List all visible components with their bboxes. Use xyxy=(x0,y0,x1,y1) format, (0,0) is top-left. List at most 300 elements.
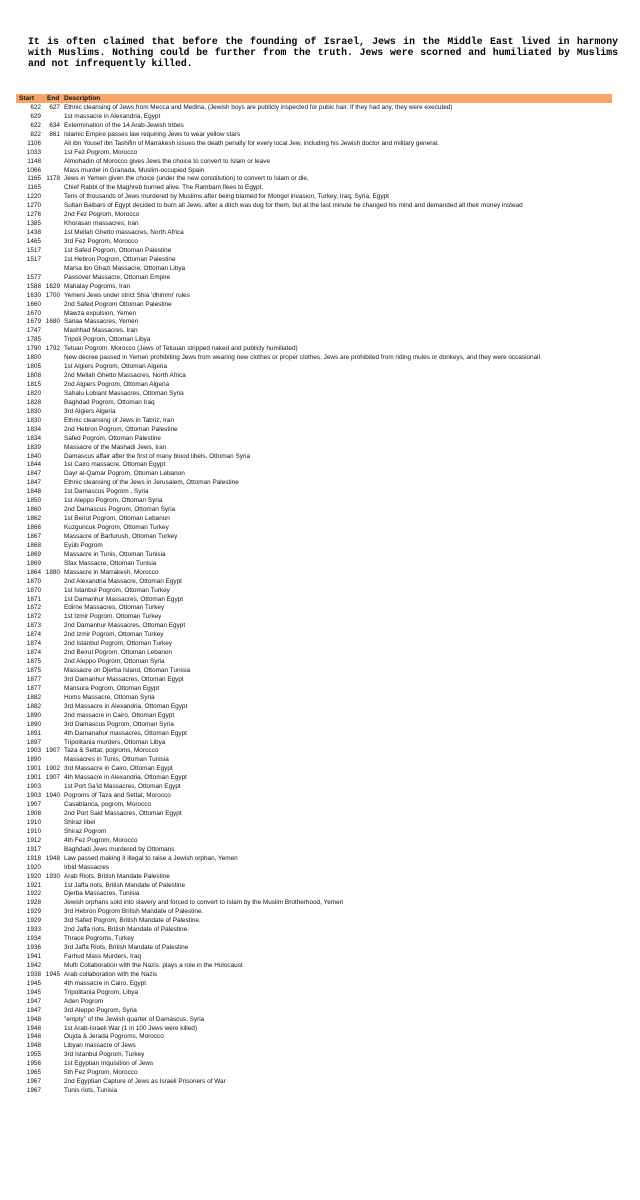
table-row xyxy=(16,300,612,309)
row-end: 1902 xyxy=(45,765,60,773)
table-row xyxy=(16,273,612,282)
row-description: Almohadin of Morocco gives Jews the choice to convert to Islam or leave xyxy=(64,157,271,165)
row-start: 1918 xyxy=(26,854,41,862)
row-end: 1907 xyxy=(45,774,60,782)
table-row xyxy=(16,970,612,979)
row-start: 1928 xyxy=(26,899,41,907)
row-description: 3rd Hebron Pogrom British Mandate of Palestine. xyxy=(64,908,204,916)
row-description: 2nd Beirut Pogrom, Ottoman Lebanon xyxy=(64,649,172,657)
table-row xyxy=(16,934,612,943)
row-start: 1947 xyxy=(26,997,41,1005)
table-row xyxy=(16,881,612,890)
row-start: 1901 xyxy=(26,774,41,782)
row-start: 1844 xyxy=(26,461,41,469)
row-start: 1910 xyxy=(26,827,41,835)
row-start: 1839 xyxy=(26,443,41,451)
header-description: Description xyxy=(64,95,101,102)
row-description: Baghdadi Jews murdered by Ottomans xyxy=(64,845,175,853)
table-row xyxy=(16,559,612,568)
table-row xyxy=(16,854,612,863)
table-row xyxy=(16,514,612,523)
row-start: 1875 xyxy=(26,667,41,675)
row-start: 1828 xyxy=(26,398,41,406)
row-description: 1st Jaffa riots, British Mandate of Palestine xyxy=(64,881,186,889)
row-start: 1805 xyxy=(26,363,41,371)
table-row xyxy=(16,809,612,818)
row-description: Yemeni Jews under strict Shia 'dhimmi' rules xyxy=(64,291,190,299)
row-start: 1882 xyxy=(26,702,41,710)
row-description: Sultan Baibars of Egypt decided to burn all Jews, after a ditch was dug for them, but at the last minute he changed his mind and demanded all their money instead xyxy=(64,202,523,210)
table-row xyxy=(16,192,612,201)
row-description: Khorasan massacres, Iran xyxy=(64,220,139,228)
table-row xyxy=(16,988,612,997)
table-row xyxy=(16,550,612,559)
table-row xyxy=(16,1006,612,1015)
table-row xyxy=(16,148,612,157)
table-row xyxy=(16,264,612,273)
row-description: 2nd massacre in Cairo, Ottoman Egypt xyxy=(64,711,175,719)
table-row xyxy=(16,443,612,452)
row-description: Shiraz libel xyxy=(64,818,96,826)
table-row xyxy=(16,729,612,738)
row-start: 1866 xyxy=(26,524,41,532)
table-row xyxy=(16,693,612,702)
row-description: 1st Algiers Pogrom, Ottoman Algeria xyxy=(64,363,168,371)
row-start: 1276 xyxy=(26,211,41,219)
table-row xyxy=(16,291,612,300)
row-start: 1862 xyxy=(26,515,41,523)
row-end: 1792 xyxy=(45,345,60,353)
row-start: 1903 xyxy=(26,783,41,791)
row-start: 1872 xyxy=(26,613,41,621)
row-start: 1901 xyxy=(26,765,41,773)
table-row xyxy=(16,782,612,791)
table-row xyxy=(16,452,612,461)
row-start: 1868 xyxy=(26,541,41,549)
row-start: 1847 xyxy=(26,470,41,478)
table-row xyxy=(16,577,612,586)
table-row xyxy=(16,890,612,899)
row-description: 3rd Damascus Pogrom, Ottoman Syria xyxy=(64,720,174,728)
row-start: 1834 xyxy=(26,434,41,442)
row-description: Eyüb Pogrom xyxy=(64,541,103,549)
row-start: 1903 xyxy=(26,747,41,755)
row-description: 1st Damascus Pogrom , Syria xyxy=(64,488,149,496)
row-start: 1890 xyxy=(26,756,41,764)
row-description: Tunis riots, Tunisia xyxy=(64,1087,118,1095)
row-description: Farhud Mass Murders, Iraq xyxy=(64,953,142,961)
pogrom-table xyxy=(16,94,612,1095)
row-start: 1948 xyxy=(26,1015,41,1023)
row-end: 1945 xyxy=(45,970,60,978)
row-description: Tripoli Pogrom, Ottoman Libya xyxy=(64,336,151,344)
table-row xyxy=(16,103,612,112)
row-description: Irbid Massacres xyxy=(64,863,110,871)
table-row xyxy=(16,380,612,389)
row-end: 1907 xyxy=(45,747,60,755)
table-row xyxy=(16,586,612,595)
row-description: Sfax Massacre, Ottoman Tunisia xyxy=(64,559,157,567)
table-row xyxy=(16,487,612,496)
row-description: Damascus affair after the first of many blood libels, Ottoman Syria xyxy=(64,452,250,460)
row-description: 3rd Jaffa Riots, British Mandate of Palestine xyxy=(64,944,189,952)
row-description: Tripolitania murders, Ottoman Libya xyxy=(64,738,166,746)
row-description: Aden Pogrom xyxy=(64,997,104,1005)
table-row xyxy=(16,201,612,210)
row-start: 1934 xyxy=(26,935,41,943)
table-row xyxy=(16,863,612,872)
table-row xyxy=(16,943,612,952)
row-start: 1630 xyxy=(26,291,41,299)
row-start: 1903 xyxy=(26,792,41,800)
row-description: Ali ibn Yousef ibn Tashifin of Marrakesh issues the death penalty for every local Jew, including his Jewish doctor and military general. xyxy=(64,139,440,147)
row-description: Tripolitania Pogrom, Libya xyxy=(64,988,139,996)
row-description: 2nd Port Said Massacres, Ottoman Egypt xyxy=(64,810,182,818)
row-start: 1910 xyxy=(26,818,41,826)
row-start: 1820 xyxy=(26,389,41,397)
table-row xyxy=(16,755,612,764)
row-start: 1867 xyxy=(26,532,41,540)
row-start: 1577 xyxy=(26,273,41,281)
row-description: 3rd Massacre in Cairo, Ottoman Egypt xyxy=(64,765,173,773)
table-row xyxy=(16,318,612,327)
row-start: 1941 xyxy=(26,953,41,961)
row-start: 1220 xyxy=(26,193,41,201)
row-description: Mahalay Pogroms, Iran xyxy=(64,282,131,290)
row-description: 3rd Algiers Algeria xyxy=(64,407,116,415)
row-start: 1956 xyxy=(26,1060,41,1068)
row-start: 1920 xyxy=(26,872,41,880)
table-row xyxy=(16,979,612,988)
row-start: 1872 xyxy=(26,604,41,612)
row-description: Passover Massacre, Ottoman Empire xyxy=(64,273,171,281)
row-description: 5th Fez Pogrom, Morocco xyxy=(64,1069,138,1077)
row-description: 1st massacre in Alexandria, Egypt xyxy=(64,112,161,120)
row-description: Mawza expulsion, Yemen xyxy=(64,309,137,317)
table-row xyxy=(16,496,612,505)
row-start: 1790 xyxy=(26,345,41,353)
table-row xyxy=(16,469,612,478)
table-row xyxy=(16,684,612,693)
row-end: 1948 xyxy=(45,854,60,862)
row-description: 2nd Damascus Pogrom, Ottoman Syria xyxy=(64,506,176,514)
row-start: 1942 xyxy=(26,961,41,969)
row-start: 1830 xyxy=(26,407,41,415)
table-row xyxy=(16,791,612,800)
row-description: Chief Rabbi of the Maghreb burned alive. The Rambam flees to Egypt. xyxy=(64,184,264,192)
row-start: 1270 xyxy=(26,202,41,210)
row-description: Jews in Yemen given the choice (under the new constitution) to convert to Islam or die, xyxy=(64,175,309,183)
row-description: 1st Izmir Pogrom, Ottoman Turkey xyxy=(64,613,162,621)
row-description: 1st Cairo massacre, Ottoman Egypt xyxy=(64,461,166,469)
table-row xyxy=(16,747,612,756)
row-start: 1165 xyxy=(27,184,41,192)
row-start: 1834 xyxy=(26,425,41,433)
row-start: 1877 xyxy=(26,684,41,692)
table-row xyxy=(16,505,612,514)
table-row xyxy=(16,1024,612,1033)
row-start: 1864 xyxy=(26,568,41,576)
row-start: 1891 xyxy=(26,729,41,737)
table-row xyxy=(16,872,612,881)
row-start: 1869 xyxy=(26,550,41,558)
row-description: 1st Mellah Ghetto massacres, North Africa xyxy=(64,229,184,237)
row-description: "empty" of the Jewish quarter of Damascus, Syria xyxy=(64,1015,205,1023)
row-start: 1785 xyxy=(26,336,41,344)
table-row xyxy=(16,166,612,175)
row-description: 1st Fez Pogrom, Morocco xyxy=(64,148,138,156)
row-end: 634 xyxy=(49,121,60,129)
row-start: 1929 xyxy=(26,908,41,916)
table-row xyxy=(16,898,612,907)
row-description: 1st Safed Pogrom, Ottoman Palestine xyxy=(64,246,172,254)
table-row xyxy=(16,425,612,434)
table-row xyxy=(16,1086,612,1095)
table-row xyxy=(16,961,612,970)
row-description: 2nd Fez Pogrom, Morocco xyxy=(64,211,140,219)
table-body xyxy=(16,103,612,1095)
row-description: Pogroms of Taza and Settat, Morocco xyxy=(64,792,171,800)
row-start: 1106 xyxy=(27,139,41,147)
row-description: Kuzguncuk Pogrom, Ottoman Turkey xyxy=(64,524,169,532)
row-start: 1808 xyxy=(26,372,41,380)
row-description: Safed Pogrom, Ottoman Palestine xyxy=(64,434,161,442)
row-description: 2nd Istanbul Pogrom, Ottoman Turkey xyxy=(64,640,172,648)
row-start: 1870 xyxy=(26,577,41,585)
row-description: Massacre of the Mashadi Jews, Iran xyxy=(64,443,167,451)
row-start: 1948 xyxy=(26,1033,41,1041)
row-end: 1629 xyxy=(45,282,60,290)
row-start: 1938 xyxy=(26,970,41,978)
row-start: 1890 xyxy=(26,711,41,719)
row-description: Thrace Pogroms, Turkey xyxy=(64,935,134,943)
table-row xyxy=(16,1068,612,1077)
row-start: 1875 xyxy=(26,658,41,666)
row-description: Law passed making it illegal to raise a Jewish orphan, Yemen xyxy=(64,854,238,862)
table-row xyxy=(16,112,612,121)
row-start: 629 xyxy=(30,112,41,120)
row-description: Shiraz Pogrom xyxy=(64,827,107,835)
table-row xyxy=(16,720,612,729)
row-description: Casablanca, pogrom, Morocco xyxy=(64,801,152,809)
row-start: 1033 xyxy=(26,148,41,156)
table-row xyxy=(16,657,612,666)
table-row xyxy=(16,1059,612,1068)
table-row xyxy=(16,326,612,335)
row-start: 1870 xyxy=(26,586,41,594)
table-row xyxy=(16,997,612,1006)
row-start: 1670 xyxy=(26,309,41,317)
row-description: 1st Port Sa'id Massacres, Ottoman Egypt xyxy=(64,783,181,791)
row-description: 1st Damanhur Massacres, Ottoman Egypt xyxy=(64,595,183,603)
table-row xyxy=(16,764,612,773)
table-row xyxy=(16,621,612,630)
row-description: Dayr al-Qamar Pogrom, Ottoman Lebanon xyxy=(64,470,185,478)
row-description: Extermination of the 14 Arab-Jewish tribes xyxy=(64,121,184,129)
row-end: 1680 xyxy=(45,318,60,326)
row-start: 1847 xyxy=(26,479,41,487)
row-end: 1930 xyxy=(45,872,60,880)
table-row xyxy=(16,157,612,166)
table-row xyxy=(16,907,612,916)
table-row xyxy=(16,416,612,425)
row-description: 2nd Mellah Ghetto Massacres, North Africa xyxy=(64,372,186,380)
table-row xyxy=(16,1050,612,1059)
table-row xyxy=(16,595,612,604)
table-row xyxy=(16,568,612,577)
row-description: Islamic Empire passes law requiring Jews to wear yellow stars xyxy=(64,130,241,138)
table-row xyxy=(16,1033,612,1042)
table-row xyxy=(16,916,612,925)
header-end: End xyxy=(47,95,60,102)
row-end: 1700 xyxy=(45,291,60,299)
table-row xyxy=(16,255,612,264)
row-description: 1st Egyptian Inquisition of Jews xyxy=(64,1060,154,1068)
row-description: 3rd Aleppo Pogrom, Syria xyxy=(64,1006,137,1014)
table-row xyxy=(16,800,612,809)
row-description: Ethnic cleansing of the Jews in Jerusalem, Ottoman Palestine xyxy=(64,479,239,487)
table-row xyxy=(16,282,612,291)
intro-paragraph: It is often claimed that before the founding of Israel, Jews in the Middle East lived in harmony with Muslims. Nothing could be further from the truth. Jews were scorned and humiliated by Muslims and not infrequently killed. xyxy=(28,36,618,69)
row-description: 4th Massacre in Alexandria, Ottoman Egypt xyxy=(64,774,187,782)
row-description: 2nd Egyptian Capture of Jews as Israeli Prisoners of War xyxy=(64,1078,226,1086)
row-start: 1908 xyxy=(26,810,41,818)
row-description: Libyan massacre of Jews xyxy=(64,1042,136,1050)
row-start: 1917 xyxy=(26,845,41,853)
row-start: 1871 xyxy=(26,595,41,603)
row-start: 1869 xyxy=(26,559,41,567)
table-row xyxy=(16,666,612,675)
table-row xyxy=(16,639,612,648)
row-description: Ethnic cleansing of Jews from Mecca and Medina, (Jewish boys are publicly inspected for pubic hair. If they had any, they were executed) xyxy=(64,103,453,111)
row-description: Djerba Massacres, Tunisia xyxy=(64,890,140,898)
row-start: 1967 xyxy=(26,1078,41,1086)
row-end: 627 xyxy=(49,103,60,111)
table-row xyxy=(16,604,612,613)
table-row xyxy=(16,139,612,148)
row-start: 1921 xyxy=(26,881,41,889)
row-start: 1066 xyxy=(26,166,41,174)
row-description: Oujda & Jerada Pogroms, Morocco xyxy=(64,1033,164,1041)
table-row xyxy=(16,1041,612,1050)
table-row xyxy=(16,389,612,398)
row-description: Mansura Pogrom, Ottoman Egypt xyxy=(64,684,160,692)
table-row xyxy=(16,246,612,255)
row-description: Tetuan Pogrom. Morocco (Jews of Tetuuan stripped naked and publicly humiliated) xyxy=(64,345,298,353)
row-description: 1st Aleppo Pogrom, Ottoman Syria xyxy=(64,497,163,505)
row-description: Arab Riots, British Mandate Palestine xyxy=(64,872,170,880)
row-start: 822 xyxy=(30,130,41,138)
table-row xyxy=(16,523,612,532)
table-row xyxy=(16,478,612,487)
row-start: 1936 xyxy=(26,944,41,952)
table-row xyxy=(16,407,612,416)
table-row xyxy=(16,362,612,371)
table-header xyxy=(16,94,612,103)
row-start: 1933 xyxy=(26,926,41,934)
row-start: 1438 xyxy=(26,229,41,237)
row-start: 1965 xyxy=(26,1069,41,1077)
row-start: 1967 xyxy=(26,1087,41,1095)
row-start: 1877 xyxy=(26,675,41,683)
row-description: 2nd Safed Pogrom Ottoman Palestine xyxy=(64,300,172,308)
row-start: 1882 xyxy=(26,693,41,701)
row-description: New decree passed in Yemen prohibiting Jews from wearing new clothes or proper clothes. Jews are prohibited from riding mules or donkeys, and they were occasionall xyxy=(64,354,540,362)
table-row xyxy=(16,532,612,541)
row-start: 1929 xyxy=(26,917,41,925)
table-row xyxy=(16,773,612,782)
row-end: 861 xyxy=(49,130,60,138)
row-description: 1st Beirut Pogrom, Ottoman Lebanon xyxy=(64,515,170,523)
table-row xyxy=(16,398,612,407)
table-row xyxy=(16,121,612,130)
row-start: 1860 xyxy=(26,506,41,514)
table-row xyxy=(16,228,612,237)
table-row xyxy=(16,818,612,827)
row-description: Mashhad Massacres, Iran xyxy=(64,327,138,335)
row-description: 2nd Hebron Pogrom, Ottoman Palestine xyxy=(64,425,178,433)
row-description: 3rd Massacre in Alexandria, Ottoman Egypt xyxy=(64,702,188,710)
table-row xyxy=(16,183,612,192)
row-start: 1679 xyxy=(26,318,41,326)
row-start: 1874 xyxy=(26,649,41,657)
row-description: Massacre in Marrakesh, Morocco xyxy=(64,568,159,576)
table-row xyxy=(16,836,612,845)
table-row xyxy=(16,630,612,639)
table-row xyxy=(16,434,612,443)
table-row xyxy=(16,1015,612,1024)
row-start: 1948 xyxy=(26,1024,41,1032)
row-start: 1920 xyxy=(26,863,41,871)
row-description: Ethnic cleansing of Jews in Tabriz, Iran xyxy=(64,416,174,424)
table-row xyxy=(16,738,612,747)
row-description: 2nd Izmir Pogrom, Ottoman Turkey xyxy=(64,631,164,639)
table-row xyxy=(16,353,612,362)
row-start: 1517 xyxy=(26,246,41,254)
row-description: 4th massacre in Cairo, Egypt xyxy=(64,979,147,987)
table-row xyxy=(16,541,612,550)
row-description: 2nd Alexandria Massacre, Ottoman Egypt xyxy=(64,577,182,585)
row-description: 2nd Algiers Pogrom, Ottoman Algeria xyxy=(64,381,170,389)
row-start: 1955 xyxy=(26,1051,41,1059)
row-description: Sanaa Massacres, Yemen xyxy=(64,318,139,326)
row-start: 622 xyxy=(30,103,41,111)
row-start: 1660 xyxy=(26,300,41,308)
row-description: 3rd Istanbul Pogrom, Turkey xyxy=(64,1051,145,1059)
table-row xyxy=(16,130,612,139)
row-start: 1897 xyxy=(26,738,41,746)
row-description: Massacres in Tunis, Ottoman Tunisia xyxy=(64,756,169,764)
row-description: 2nd Aleppo Pogrom, Ottoman Syria xyxy=(64,658,165,666)
row-start: 1873 xyxy=(26,622,41,630)
table-row xyxy=(16,237,612,246)
row-description: 4th Damanahur massacres, Ottoman Egypt xyxy=(64,729,187,737)
row-start: 1465 xyxy=(26,238,41,246)
row-description: Arab collaboration with the Nazis xyxy=(64,970,158,978)
row-start: 1840 xyxy=(26,452,41,460)
row-description: Sahalu Lobiant Massacres, Ottoman Syria xyxy=(64,389,184,397)
row-description: 2nd Damanhur Massacres, Ottoman Egypt xyxy=(64,622,186,630)
table-row xyxy=(16,461,612,470)
row-start: 1848 xyxy=(26,488,41,496)
table-row xyxy=(16,210,612,219)
row-start: 1890 xyxy=(26,720,41,728)
row-start: 1945 xyxy=(26,988,41,996)
row-description: Massacre on Djerba Island, Ottoman Tunisia xyxy=(64,667,191,675)
row-end: 1940 xyxy=(45,792,60,800)
row-description: Taza & Settat, pogroms, Morocco xyxy=(64,747,159,755)
row-start: 1815 xyxy=(26,381,41,389)
